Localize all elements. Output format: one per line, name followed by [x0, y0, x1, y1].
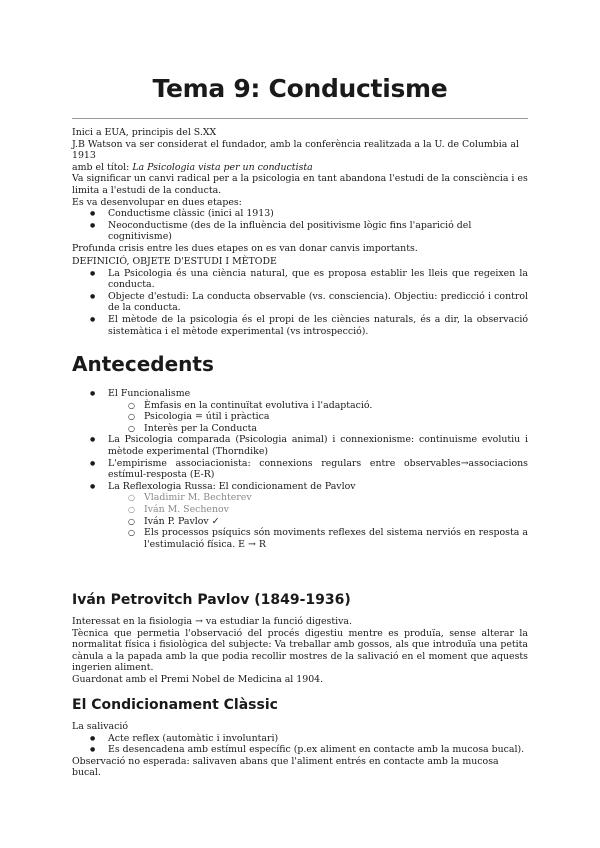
classical-heading: El Condicionament Clàssic: [72, 697, 278, 713]
antecedents-list: [72, 388, 528, 550]
list-item: ● La Psicologia és una ciència natural, que es proposa establir les lleis que regeixen la conducta.: [72, 268, 528, 291]
antecedents-heading: Antecedents: [72, 352, 214, 376]
sub-list-item: ○ Psicologia = útil i pràctica: [72, 411, 528, 423]
classical-section: [72, 721, 528, 779]
paragraph: Interessat en la fisiologia → va estudiar la funció digestiva.: [72, 616, 352, 627]
list-item: ● El Funcionalisme: [72, 388, 528, 400]
intro-line: J.B Watson va ser considerat el fundador, amb la conferència realitzada a la U. de Columbia al 1913: [72, 138, 519, 162]
pavlov-heading: Iván Petrovitch Pavlov (1849-1936): [72, 592, 351, 608]
list-item: ● El mètode de la psicologia és el propi de les ciències naturals, és a dir, la observació sistemàtica i el mètode experimental (vs introspecció).: [72, 314, 528, 337]
sub-list-item: ○ Interès per la Conducta: [72, 423, 528, 435]
list-item: ● L'empirisme associacionista: connexions regulars entre observables→associacions estímul-resposta (E-R): [72, 458, 528, 481]
intro-line: Va significar un canvi radical per a la psicologia en tant abandona l'estudi de la consciència i es limita a l'estudi de la conducta.: [72, 173, 528, 196]
title-prefix: amb el títol:: [72, 161, 133, 173]
list-item: ● Conductisme clàssic (inici al 1913): [72, 208, 528, 220]
intro-line: Es va desenvolupar en dues etapes:: [72, 196, 242, 208]
sub-list-item: ○ Vladimir M. Bechterev: [72, 492, 528, 504]
list-item: ● Neoconductisme (des de la influència del positivisme lògic fins l'aparició del cognitivisme): [72, 220, 528, 243]
definition-list: [72, 268, 528, 338]
intro-line: [72, 162, 528, 174]
book-title: La Psicologia vista per un conductista: [132, 161, 313, 173]
intro-line: Inici a EUA, principis del S.XX: [72, 127, 217, 138]
sub-list-item: ○ Iván M. Sechenov: [72, 504, 528, 516]
intro-section: [72, 127, 528, 255]
paragraph: Observació no esperada: salivaven abans que l'aliment entrés en contacte amb la mucosa bucal.: [72, 755, 499, 779]
page-title: Tema 9: Conductisme: [152, 74, 448, 103]
classical-list: [72, 733, 528, 756]
list-item: ● Es desencadena amb estímul específic (p.ex aliment en contacte amb la mucosa bucal).: [72, 744, 528, 756]
sub-list-item: ○ Iván P. Pavlov ✓: [72, 516, 528, 528]
list-item: ● Acte reflex (automàtic i involuntari): [72, 733, 528, 745]
definition-section: [72, 256, 528, 337]
list-item: ● Objecte d'estudi: La conducta observable (vs. consciencia). Objectiu: predicció i control de la conducta.: [72, 291, 528, 314]
sub-list-item: ○ Els processos psíquics són moviments reflexes del sistema nerviós en resposta a l'estimulació física. E → R: [72, 527, 528, 550]
stages-list: [72, 208, 528, 243]
pavlov-section: [72, 616, 528, 686]
title-divider: [72, 118, 528, 119]
intro-line: Profunda crisis entre les dues etapes on es van donar canvis importants.: [72, 242, 418, 254]
paragraph: Tècnica que permetia l'observació del procés digestiu mentre es produïa, sense alterar la normalitat física i fisiològica del subjecte: Va treballar amb gossos, als que introduïa una petita cànula a la papada amb la que podia recollir mostres de la salivació en el moment que aquests ingerien aliment.: [72, 627, 528, 674]
paragraph: Guardonat amb el Premi Nobel de Medicina al 1904.: [72, 673, 324, 685]
antecedents-section: [72, 388, 528, 550]
list-item: ● La Psicologia comparada (Psicologia animal) i connexionisme: continuisme evolutiu i mètode experimental (Thorndike): [72, 434, 528, 457]
sub-list-item: ○ Èmfasis en la continuïtat evolutiva i l'adaptació.: [72, 400, 528, 412]
paragraph: La salivació: [72, 721, 128, 732]
list-item: ● La Reflexologia Russa: El condicionament de Pavlov: [72, 481, 528, 493]
section-heading: DEFINICIÓ, OBJETE D'ESTUDI I MÈTODE: [72, 256, 277, 267]
